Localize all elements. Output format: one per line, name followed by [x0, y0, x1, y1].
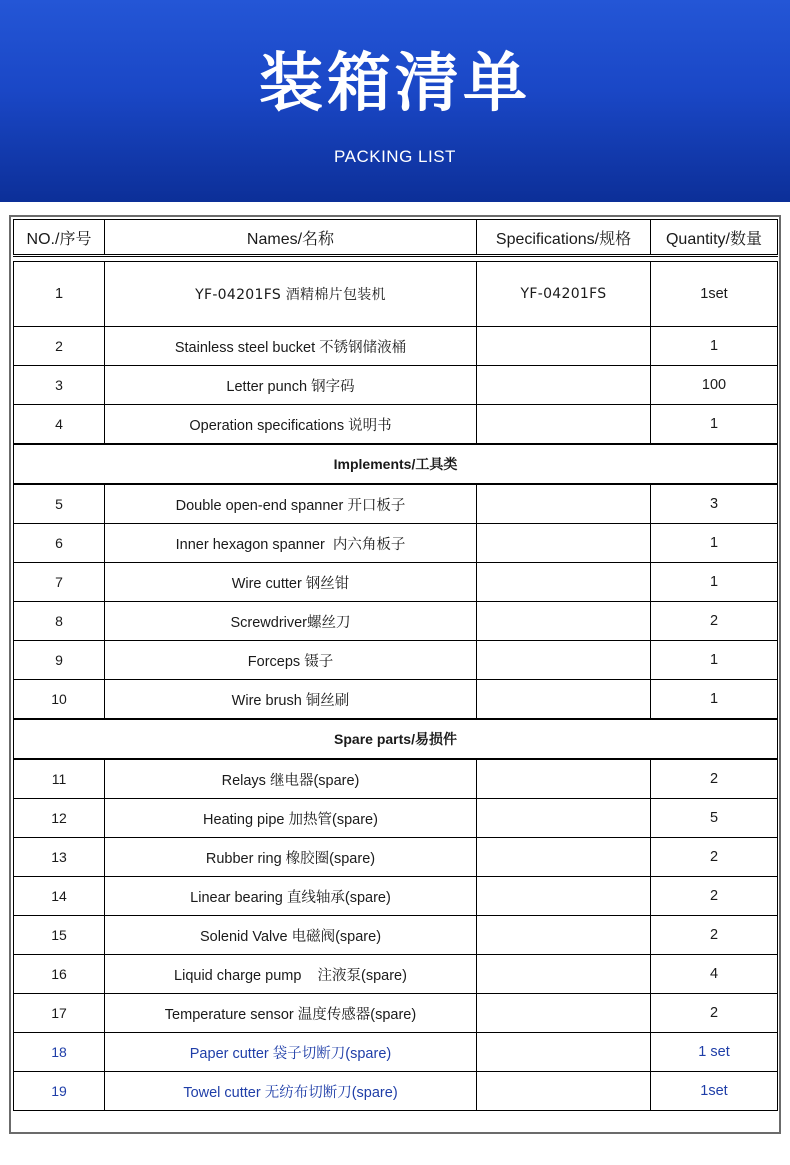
table-row [14, 680, 778, 720]
row-no: 7 [14, 563, 105, 602]
row-no: 3 [14, 366, 105, 405]
table-row [14, 759, 778, 799]
row-no: 6 [14, 524, 105, 563]
row-qty: 2 [651, 602, 778, 641]
row-name: Letter punch 钢字码 [105, 366, 477, 405]
row-spec [477, 641, 651, 680]
row-name: Inner hexagon spanner 内六角板子 [105, 524, 477, 563]
page-title: 装箱清单 [259, 47, 531, 121]
section-row-implements [14, 444, 778, 484]
table-row [14, 641, 778, 680]
section-title-spare-parts: Spare parts/易损件 [14, 719, 778, 759]
row-qty: 1 [651, 680, 778, 720]
row-no: 12 [14, 799, 105, 838]
row-qty: 100 [651, 366, 778, 405]
row-spec [477, 680, 651, 720]
row-no: 19 [14, 1072, 105, 1111]
row-no: 5 [14, 484, 105, 524]
page-subtitle: PACKING LIST [334, 147, 456, 166]
row-qty: 1 [651, 524, 778, 563]
row-spec [477, 405, 651, 445]
row-qty: 3 [651, 484, 778, 524]
row-name: Rubber ring 橡胶圈(spare) [105, 838, 477, 877]
row-name: Solenid Valve 电磁阀(spare) [105, 916, 477, 955]
row-qty: 5 [651, 799, 778, 838]
row-no: 17 [14, 994, 105, 1033]
row-name: Wire brush 铜丝刷 [105, 680, 477, 720]
row-name: Liquid charge pump 注液泵(spare) [105, 955, 477, 994]
row-name: Heating pipe 加热管(spare) [105, 799, 477, 838]
page-header [0, 0, 790, 202]
row-name: Wire cutter 钢丝钳 [105, 563, 477, 602]
packing-list-table [13, 219, 778, 1111]
column-header-qty: Quantity/数量 [651, 220, 778, 256]
row-qty: 1 [651, 405, 778, 445]
row-no: 2 [14, 327, 105, 366]
row-qty: 4 [651, 955, 778, 994]
row-spec [477, 916, 651, 955]
row-name: Linear bearing 直线轴承(spare) [105, 877, 477, 916]
row-no: 9 [14, 641, 105, 680]
table-row [14, 799, 778, 838]
table-row [14, 916, 778, 955]
row-spec: YF-04201FS [477, 262, 651, 327]
row-spec [477, 838, 651, 877]
table-row [14, 327, 778, 366]
row-no: 16 [14, 955, 105, 994]
row-no: 14 [14, 877, 105, 916]
row-no: 10 [14, 680, 105, 720]
row-spec [477, 994, 651, 1033]
row-spec [477, 484, 651, 524]
column-header-no: NO./序号 [14, 220, 105, 256]
row-qty: 1 set [651, 1033, 778, 1072]
row-qty: 1set [651, 1072, 778, 1111]
row-no: 11 [14, 759, 105, 799]
row-name: YF-04201FS 酒精棉片包装机 [105, 262, 477, 327]
row-qty: 1set [651, 262, 778, 327]
row-name: Double open-end spanner 开口板子 [105, 484, 477, 524]
row-no: 15 [14, 916, 105, 955]
row-spec [477, 366, 651, 405]
row-spec [477, 1072, 651, 1111]
table-row [14, 1072, 778, 1111]
table-header-row [14, 220, 778, 256]
row-spec [477, 877, 651, 916]
table-row [14, 262, 778, 327]
row-qty: 1 [651, 563, 778, 602]
section-row-spare-parts [14, 719, 778, 759]
row-qty: 1 [651, 641, 778, 680]
section-title-implements: Implements/工具类 [14, 444, 778, 484]
table-row [14, 602, 778, 641]
row-qty: 2 [651, 994, 778, 1033]
column-header-spec: Specifications/规格 [477, 220, 651, 256]
table-row [14, 994, 778, 1033]
table-row [14, 524, 778, 563]
packing-list-table-frame [9, 215, 781, 1134]
table-row [14, 838, 778, 877]
row-no: 18 [14, 1033, 105, 1072]
row-name: Paper cutter 袋子切断刀(spare) [105, 1033, 477, 1072]
table-row [14, 877, 778, 916]
row-qty: 1 [651, 327, 778, 366]
row-qty: 2 [651, 916, 778, 955]
table-row [14, 484, 778, 524]
row-no: 8 [14, 602, 105, 641]
row-no: 4 [14, 405, 105, 445]
row-no: 1 [14, 262, 105, 327]
row-name: Relays 继电器(spare) [105, 759, 477, 799]
table-row [14, 563, 778, 602]
row-spec [477, 759, 651, 799]
row-name: Temperature sensor 温度传感器(spare) [105, 994, 477, 1033]
row-qty: 2 [651, 838, 778, 877]
row-spec [477, 799, 651, 838]
row-name: Screwdriver螺丝刀 [105, 602, 477, 641]
row-spec [477, 327, 651, 366]
table-row [14, 366, 778, 405]
row-name: Stainless steel bucket 不锈钢储液桶 [105, 327, 477, 366]
table-row [14, 1033, 778, 1072]
row-qty: 2 [651, 759, 778, 799]
row-spec [477, 955, 651, 994]
row-spec [477, 602, 651, 641]
row-spec [477, 1033, 651, 1072]
row-name: Operation specifications 说明书 [105, 405, 477, 445]
column-header-name: Names/名称 [105, 220, 477, 256]
row-name: Forceps 镊子 [105, 641, 477, 680]
row-name: Towel cutter 无纺布切断刀(spare) [105, 1072, 477, 1111]
table-row [14, 405, 778, 445]
row-spec [477, 563, 651, 602]
table-row [14, 955, 778, 994]
row-spec [477, 524, 651, 563]
row-no: 13 [14, 838, 105, 877]
row-qty: 2 [651, 877, 778, 916]
